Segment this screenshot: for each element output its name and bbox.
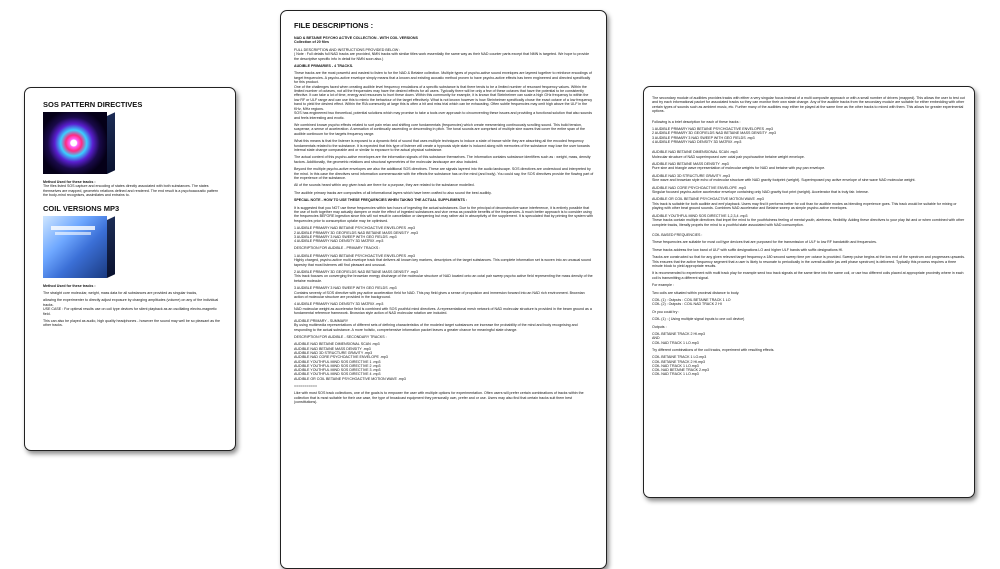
s6-name: AUDIBLE YOUTHFUL MIND SOS DIRECTIVE 1,2,3,4 .mp3	[652, 213, 748, 218]
primaries-p5: What this means is that the listener is exposed to a dynamic field of sound that uses multiple techniques to induce a state of trance while they are absorbing all the encoded frequency fundamentals related to the substance. It is expected that this type of listener will create a hypnosis style state is induced along with memories of the substance may lose the user towards internal state change comparable and or similar to exposure to the actual physical substance.	[294, 139, 590, 152]
coil-single: COIL (1) : ( Using multiple signal inputs to one coil device)	[652, 317, 745, 322]
summary-text: By using multimedia representations of different sets of defining characteristics of the modeled target substances we increase the probability of the mind and body recognising and responding to the actual substance. A more holistic, comprehensive information packet leaves a greater chance for meaningful state change.	[294, 323, 578, 332]
dp3-name: 3 AUDIBLE PRIMARY 3 NAD SWEEP WITH GEO FIELDS .mp3	[294, 286, 397, 291]
method2-p3: USE CASE : For optimal results use on coil type devices for silent playback as an oscillating electro-magnetic field.	[43, 307, 217, 316]
two-coils: Two coils are situated within proximal distance to body.	[652, 290, 740, 295]
primaries-p2: One of the challenges faced when creating audible level frequency emulations of a specific substance is that there tends to be a limited number of resonant frequency values. Within the limited number of octaves, not all the frequencies may have the desired effects for all users. Typically there will be only a few of these octaves that have the potential to be consistently effective. It can take a lot of time, energy and resources to hunt these down. Within this community for example, it is known that Steinheimer can scale a high GHz frequency to within the low RF or ULF range and can use this to mimic the behaviour of the target effectively. What is not known however is how Steinheimer specifically chose the exact octave of a low frequency band to yield the desired effect. Within the RIA community at large this is often a hit and miss trial which can be exhausting. Often subtle frequencies may omit high above the ULF in the KHz, MHz regions.	[294, 84, 593, 111]
primaries-title: AUDIBLE PRIMARIES - 4 TRACKS.	[294, 64, 354, 69]
combo-list: COIL BETAINE TRACK 2 HI.mp3 AND COIL NAD TRACK 1 LO.mp3	[652, 332, 706, 345]
coil-track-list: COIL BETAINE TRACK 1 LO.mp3 COIL BETAINE TRACK 2 HI.mp3 COIL NAD TRACK 1 LO.mp3 COIL NAD BETAINE TRACK 2.mp3 COIL NAD TRACK 1 LO.mp3	[652, 355, 710, 377]
page-title: FILE DESCRIPTIONS :	[294, 21, 374, 30]
outputs-label: Outputs :	[652, 324, 667, 329]
right-page	[643, 86, 975, 498]
closing-text: Like with most SOS track collections, one of the goals is to empower the user with multiple options for experimentation. Often users will prefer certain combinations of tracks within the collection that is most suitable for their use case, the type of broadcast equipment they personally own, prefer and or use. Users may also find that certain tracks suit them best (constitutions).	[294, 391, 584, 405]
following-title: Following is a brief description for each of these tracks :	[652, 119, 741, 124]
primaries-p9: The audible primary tracks are composites of all informational layers which have been crafted to also sound the best audibly.	[294, 190, 492, 195]
intro-text: ( Note : Full details full NAD tracks are provided, NMN tracks with similar titles work essentially the same way as their NAD counter parts except that NMN is targeted. We hope to provide the descriptive specific info in detail for NMN soon also.)	[294, 52, 590, 61]
method1-text: The files listed SOS capture and encoding of states directly associated with both substances. The states themselves are mapped, geometric relations defined and rendered. The end result is a psychoacoustic pattern the body-mind recognises, assimilates and entrains to.	[43, 184, 219, 198]
primaries-p3: SOS has engineered two theoretical, potential solutions which may promise to take a tools over approach to circumventing these issues and providing a functional solution that also sounds and feels interesting and exotic.	[294, 111, 593, 120]
dp1-name: 1 AUDIBLE PRIMARY NAD BETAINE PSYCHOACTIVE ENVELOPES .mp3	[294, 253, 416, 258]
s3-name: AUDIBLE NAD 3D STRUCTURE GRAVITY .mp3	[652, 173, 731, 178]
dp4-text: NAD molecular weight as accelerator field is combined with SOS youthful mind directives. A representational mesh network of NAD molecular structure is provided in the beam ground as a fundamental reference framework. Brownian style action of NAD molecular rotation are included.	[294, 306, 592, 316]
s4-text: Singular focused psycho-active accelerator envelope containing only NAD gravity foot print (weight). Accelerator that is truly fair. Intense.	[652, 190, 869, 195]
primaries-p8: All of the sounds heard within any given track are there for a purpose, they are related to the substance modelled.	[294, 183, 475, 188]
dp3-text: Contains seventy of SOS directive with psy active acceleration field for NAD. This psy field gives a sense of propulsion and immersion forward into an NAD rich environment. Brownian action of molecular structure are provided in the background.	[294, 290, 585, 300]
secondary-track-list: AUDIBLE NAD BETAINE DIMENSIONAL SCAN .mp3 AUDIBLE NAD BETAINE MASS DENSITY .mp3 AUDIBLE NAD 3D STRUCTURE GRAVITY .mp3 AUDIBLE NAD CORE PSYCHOACTIVE ENVELOPE .mp3 AUDIBLE YOUTHFUL MIND SOS DIRECTIVE 1 .mp3 AUDIBLE YOUTHFUL MIND SOS DIRECTIVE 2 .mp3 AUDIBLE YOUTHFUL MIND SOS DIRECTIVE 3 .mp3 AUDIBLE YOUTHFUL MIND SOS DIRECTIVE 4 .mp3 AUDIBLE OR COIL BETAINE PSYCHOACTIVE MOTION WAVE .mp3	[294, 342, 406, 381]
coil-p1: These frequencies are suitable for most coil type devices that are purposed for the transmission of ULF to low RF bandwidth and frequencies.	[652, 240, 877, 245]
desc-secondary-title: DESCRIPTION FOR AUDIBLE - SECONDARY TRACKS :	[294, 334, 387, 339]
example-label: For example :	[652, 283, 674, 288]
coil-2-output: COIL (2) : Outputs : COIL NAD TRACK 2 HI	[652, 302, 722, 307]
collection-count: Collection of 20 files	[294, 40, 329, 45]
method1-title: Method Used for these tracks :	[43, 180, 96, 184]
primaries-p7: Beyond the multiple psycho-active envelopes are also the additional SOS directives. These are signals layered into the audio landscape. SOS directives are understood and interpreted by the mind. In this case the directives send information commensurate with the effects the substance has on the mind (and body). You could say, the SOS directives provide the flowing part of the experience of the substance.	[294, 167, 594, 180]
s2-text: Pure sine and triangle wave representation of molecular weights for NAD and betaine with psy pan envelope.	[652, 166, 826, 171]
s5-name: AUDIBLE OR COIL BETAINE PSYCHOACTIVE MOTION WAVE .mp3	[652, 197, 764, 202]
sos-pattern-cover-image	[43, 112, 107, 174]
s4-name: AUDIBLE NAD CORE PSYCHOACTIVE ENVELOPE .mp3	[652, 185, 746, 190]
s1-name: AUDIBLE NAD BETAINE DIMENSIONAL SCAN .mp3	[652, 150, 738, 155]
primaries-p4: We combined known psycho effects related to sort pain relax and shifting core fundamentals (frequencies) which create mesmerizing continuously scrolling sound. This build tension, suspense, a sense of acceleration. A sensation of continually ascending or descending in pitch. The tonal sounds are comprised of multiple sine waves that cover the entire span of the audible continuum for the targets frequency range.	[294, 122, 586, 136]
intro-title: FULL DESCRIPTION AND INSTRUCTIONS PROVIDED BELOW :	[294, 47, 401, 52]
special-note-title: SPECIAL NOTE - HOW TO USE THESE FREQUENCIES WHEN TAKING THE ACTUAL SUPPLEMENTS :	[294, 198, 468, 203]
divider-text: ===========	[294, 383, 318, 388]
coil-p3: Tracks are constructed so that for any given relevant target frequency a 180 second sweep time per octave is provided. Sweep pulse begins at the low end of the spectrum and progresses upwards. This ensures that the active frequency segment that a user is likely to resonate to periodically in the overall audible (as well phase spectrum) is delivered. Typically this process requires a three minute block to yield appropriate results.	[652, 255, 966, 268]
dp4-name: 4 AUDIBLE PRIMARY NAD DENSITY 3D MATRIX .mp3	[294, 302, 384, 307]
s1-text: Molecular structure of NAD superimposed over octal pair psychoactive betaine weight envelope.	[652, 154, 805, 159]
sos-pattern-heading: SOS PATTERN DIRECTIVES	[43, 100, 143, 109]
s5-text: This track is suitable for both audible and emf playback. Users may find it performs better for coil than for audible modes as blending experience goes. This track would be suitable for mixing or playing with other beat ground sounds. Combines NAD accelerator and Betaine sweep as simple psycho-active envelopes.	[652, 201, 957, 211]
s2-name: AUDIBLE NAD BETAINE MASS DENSITY .mp3	[652, 162, 729, 167]
dp2-text: This track focuses on converging the brownian energy discharge of the molecular structure of NAD located onto an octal pair sweep psycho active field representing the mass density of the betaine molecule.	[294, 274, 593, 283]
special-note-text: It is suggested that you NOT use these frequencies within two hours of ingesting the actual substances. Due to the principal of deconstructive wave interference, it is entirely possible that the use of both together may actually dampen or mute the effect of ingested substances and vice versa as possible benefits of the frequencies. A much better approach is to consider using the frequencies BEFORE ingestion since this will not result in cancellation or dampening but may rather aid in absorptivity of the supplement. It is speculated that by priming the system with frequencies prior to consumption uptake may be optimised.	[294, 205, 594, 223]
try-different: Try different combinations of the coil tracks, experiment with resulting effects.	[652, 347, 775, 352]
s3-text: Sine wave and brownian style echo of molecular structure with NAD gravity footprint (weight). Superimposed psy active envelope of sine wave NAD molecular weight.	[652, 178, 916, 183]
dp2-name: 2 AUDIBLE PRIMARY 3D GEOFIELDS NAD BETAINE MASS DENSITY .mp3	[294, 270, 418, 275]
coil-p2: These tracks address the low band of ULF with suffix designations LO and higher ULF bands with suffix designations HI.	[652, 247, 844, 252]
collection-subtitle: NAD & BETAINE PSYCHO ACTIVE COLLECTION - WITH COIL VERSIONS	[294, 36, 418, 40]
desc-primary-title: DESCRIPTION FOR AUDIBLE - PRIMARY TRACKS :	[294, 246, 381, 251]
left-page	[24, 87, 236, 451]
method2-p2: allowing the experimenter to directly adjust exposure by changing amplitudes (volume) on any of the individual tracks.	[43, 298, 219, 307]
coil-p4: It is recommended to experiment with multi track play for example send two track signals at the same time into the same coil, or use two different coils placed at appropriate proximity where in each coil is transmitting a different signal.	[652, 271, 964, 280]
or-you-could: Or you could try :	[652, 309, 680, 314]
primaries-p1: These tracks are the most powerful and easiest to listen to for the NAD & Betaine collection. Multiple types of psycho-active sound envelopes are layered together to reinforce encodings of target frequencies. A psycho-active envelope simply means that a known and existing acoustic method proven to have psycho-active effects has been engineered and directed specifically for this product.	[294, 71, 592, 85]
summary-title: AUDIBLE PRIMARY - SUMMARY	[294, 318, 349, 323]
coil-1-output: COIL (1) : Outputs : COIL BETAINE TRACK 1 LO	[652, 297, 731, 302]
primaries-p6: The actual content of this psycho-active envelopes are the information signals of this substance themselves. The information contains substance identifiers such as : weight, mass, density factors. Additionally, the geometric relations and structural symmetries of the molecular landscape are also included.	[294, 155, 591, 164]
primary-track-list: 1 AUDIBLE PRIMARY NAD BETAINE PSYCHOACTIVE ENVELOPES .mp3 2 AUDIBLE PRIMARY 3D GEOFIELDS NAD BETAINE MASS DENSITY .mp3 3 AUDIBLE PRIMARY 3 NAD SWEEP WITH GEO FIELDS .mp3 4 AUDIBLE PRIMARY NAD DENSITY 3D MATRIX .mp3	[294, 226, 418, 244]
dp1-text: Highly charged, psycho-active multi-envelope track that delivers all known key markers, descriptors of the target substances. This complete information set is woven into an unusual sound tapestry that most listeners will find pleasant and unusual.	[294, 258, 591, 267]
method2-p1: The straight core molecular, weight, mass data for all substances are provided as singular tracks,	[43, 291, 198, 296]
coil-versions-heading: COIL VERSIONS MP3	[43, 203, 120, 213]
coil-title: COIL BASED FREQUENCIES :	[652, 232, 703, 237]
right-primary-list: 1 AUDIBLE PRIMARY NAD BETAINE PSYCHOACTIVE ENVELOPES .mp3 2 AUDIBLE PRIMARY 3D GEOFIELDS NAD BETAINE MASS DENSITY .mp3 3 AUDIBLE PRIMARY 3 NAD SWEEP WITH GEO FIELDS .mp3 4 AUDIBLE PRIMARY NAD DENSITY 3D MATRIX .mp3	[652, 127, 776, 144]
method2-p4: This can also be played as audio, high quality headphones - however the sound may well be so pleasant as the other tracks.	[43, 319, 221, 328]
middle-page	[280, 10, 607, 569]
coil-versions-cover-image	[43, 216, 107, 278]
s6-text: These tracks contain multiple directives that impel the mind to the youthfulness feeling of mental youth, alertness, flexibility. Adding these directives to your play list and or when combined with other complete tracks, literally propels the mind to a youthful state associated with NAD consumption.	[652, 218, 965, 227]
secondary-intro: The secondary module of audibles provides tracks with either a very singular focus instead of a multi composite approach or with a small number of drivers (mapped). This allows the user to test out and try each informational packet for associated tracks so they can monitor their own state change. Any of the audible tracks from the secondary module are suitable for either embedding with other certain types of sounds such as ambient music, etc. Further many of the audibles may either be played at the same time as the other tracks to mixed with them. This allows for greater experimental options.	[652, 96, 965, 114]
method2-title: Method Used for these tracks :	[43, 283, 96, 288]
